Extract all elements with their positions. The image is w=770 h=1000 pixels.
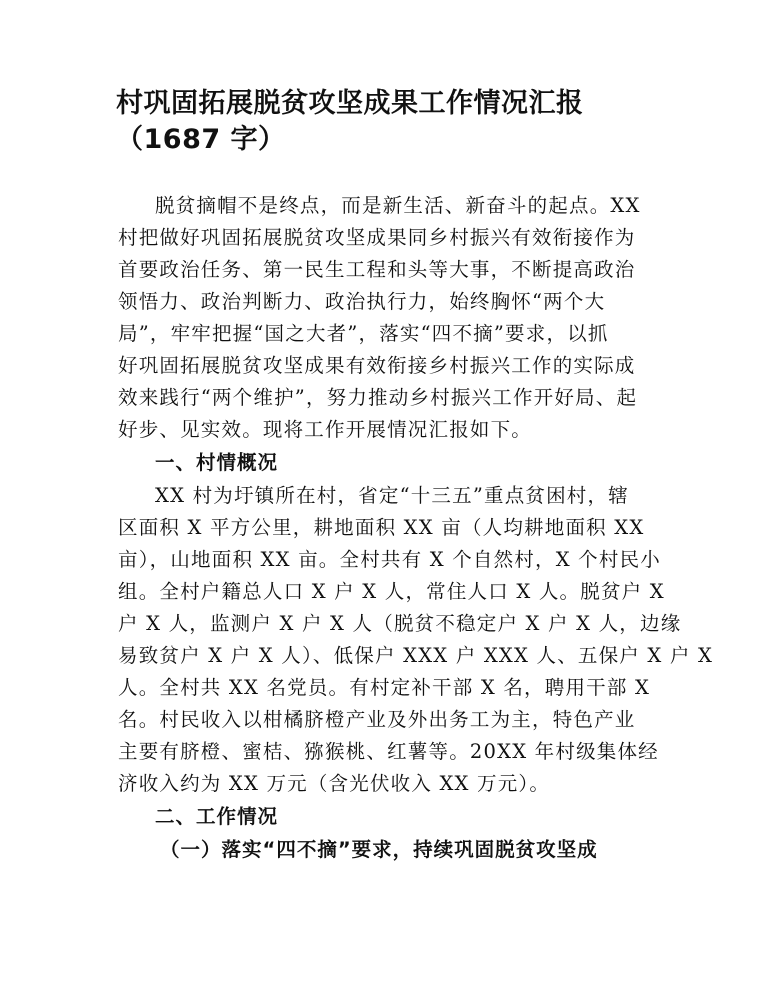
paragraph-line: 好步、见实效。现将工作开展情况汇报如下。 (118, 418, 533, 441)
document-title: 村巩固拓展脱贫攻坚成果工作情况汇报（1687 字） (116, 88, 584, 155)
paragraph-line: 效来践行“两个维护”，努力推动乡村振兴工作开好局、起 (118, 386, 638, 409)
paragraph-line: 亩），山地面积 XX 亩。全村共有 X 个自然村，X 个村民小 (118, 548, 661, 571)
paragraph-line: 人。全村共 XX 名党员。有村定补干部 X 名，聘用干部 X (118, 676, 651, 699)
paragraph-line: 脱贫摘帽不是终点，而是新生活、新奋斗的起点。XX (155, 194, 641, 217)
paragraph-line: 名。村民收入以柑橘脐橙产业及外出务工为主，特色产业 (118, 708, 636, 731)
paragraph-line: 区面积 X 平方公里，耕地面积 XX 亩（人均耕地面积 XX (118, 516, 645, 539)
paragraph-line: 好巩固拓展脱贫攻坚成果有效衔接乡村振兴工作的实际成 (118, 354, 636, 377)
paragraph-line: XX 村为圩镇所在村，省定“十三五”重点贫困村，辖 (155, 484, 629, 507)
paragraph-line: 首要政治任务、第一民生工程和头等大事，不断提高政治 (118, 258, 636, 281)
paragraph-line: 易致贫户 X 户 X 人）、低保户 XXX 户 XXX 人、五保户 X 户 X (118, 644, 714, 667)
paragraph-line: 局”，牢牢把握“国之大者”，落实“四不摘”要求，以抓 (118, 322, 609, 345)
paragraph-line: 济收入约为 XX 万元（含光伏收入 XX 万元）。 (118, 772, 551, 795)
paragraph-line: 户 X 人，监测户 X 户 X 人（脱贫不稳定户 X 户 X 人，边缘 (118, 612, 682, 635)
paragraph-line: 主要有脐橙、蜜桔、猕猴桃、红薯等。20XX 年村级集体经 (118, 740, 659, 763)
section-heading-work-status: 二、工作情况 (155, 805, 279, 828)
paragraph-line: 组。全村户籍总人口 X 户 X 人，常住人口 X 人。脱贫户 X (118, 580, 665, 603)
section-heading-village-overview: 一、村情概况 (155, 451, 279, 474)
subsection-heading-four-not-removed: （一）落实“四不摘”要求，持续巩固脱贫攻坚成 (160, 838, 598, 861)
paragraph-line: 领悟力、政治判断力、政治执行力，始终胸怀“两个大 (118, 290, 606, 313)
paragraph-line: 村把做好巩固拓展脱贫攻坚成果同乡村振兴有效衔接作为 (118, 226, 636, 249)
